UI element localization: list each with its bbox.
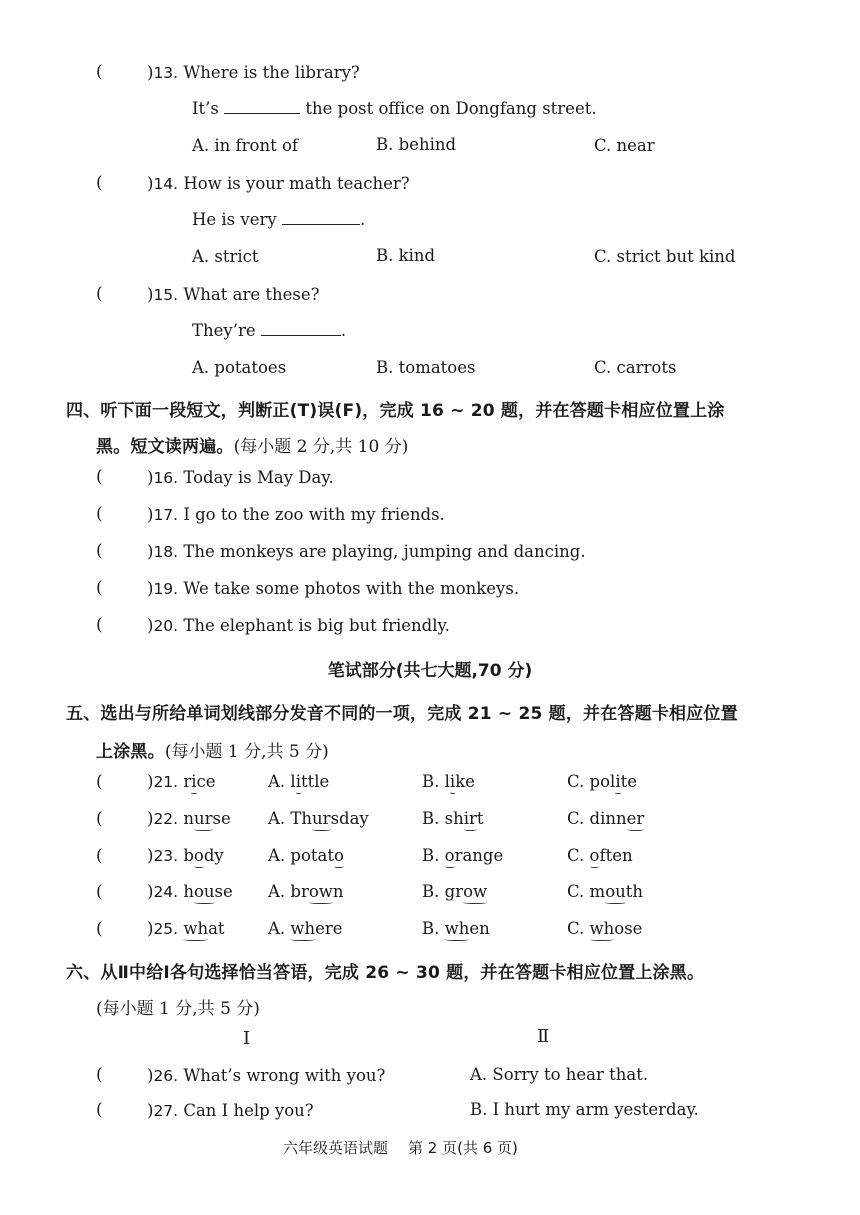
answer-paren: ( xyxy=(96,504,103,524)
prompt-post: . xyxy=(359,210,366,229)
option-c: C. often xyxy=(567,846,633,865)
answer-option-a: A. Sorry to hear that. xyxy=(470,1065,649,1084)
option-b: B. when xyxy=(422,919,490,938)
answer-paren: ( xyxy=(96,809,103,829)
prompt-post: . xyxy=(340,321,347,340)
underlined-part: er xyxy=(626,809,645,828)
option-b: B. behind xyxy=(376,135,457,154)
answer-paren-cell xyxy=(96,919,103,939)
section-5-heading-line2 xyxy=(96,737,329,762)
paren-close: ) xyxy=(147,285,154,304)
option-c: C. carrots xyxy=(594,358,677,377)
statement-text: We take some photos with the monkeys. xyxy=(183,579,520,598)
column-ii-header: Ⅱ xyxy=(537,1026,550,1047)
paren-close: ) xyxy=(147,616,154,635)
paren-close: ) xyxy=(147,1101,154,1120)
prompt-pre: He is very xyxy=(192,210,277,229)
section-6-score-note: (每小题 1 分,共 5 分) xyxy=(96,999,260,1019)
phonics-item-25 xyxy=(147,919,225,938)
answer-paren: ( xyxy=(96,882,103,902)
underlined-part: wh xyxy=(589,919,615,938)
option-a: A. potato xyxy=(268,846,344,865)
prompt-pre: They’re xyxy=(192,321,256,340)
heading-text: 上涂黑。 xyxy=(96,742,165,762)
fill-blank xyxy=(224,112,300,114)
section-5-heading: 五、选出与所给单词划线部分发音不同的一项，完成 21 ~ 25 题，并在答题卡相应位置 xyxy=(66,704,738,724)
paren-close: ) xyxy=(147,63,154,82)
underlined-part: ou xyxy=(605,882,626,901)
answer-paren: ( xyxy=(96,541,103,561)
section-4-heading-line2 xyxy=(96,432,408,457)
phonics-item-22 xyxy=(147,809,231,828)
answer-paren: ( xyxy=(96,173,103,193)
answer-paren-cell xyxy=(96,846,103,866)
option-c: C. mouth xyxy=(567,882,644,901)
question-number: 13. xyxy=(153,64,179,82)
answer-option-b: B. I hurt my arm yesterday. xyxy=(470,1100,699,1119)
question-number: 14. xyxy=(153,175,179,193)
footer-page-number: 第 2 页(共 6 页) xyxy=(408,1139,518,1157)
underlined-part: i xyxy=(191,772,197,791)
option-a: A. potatoes xyxy=(192,358,287,377)
given-word: what xyxy=(183,919,225,938)
option-a: A. brown xyxy=(268,882,344,901)
question-13-prompt xyxy=(192,99,597,118)
option-b: B. shirt xyxy=(422,809,484,828)
score-note: (每小题 1 分,共 5 分) xyxy=(164,742,329,762)
column-i-header: I xyxy=(243,1028,251,1049)
answer-paren: ( xyxy=(96,919,103,939)
paren-close: ) xyxy=(147,919,154,938)
paren-close: ) xyxy=(147,579,154,598)
tf-item-17 xyxy=(147,505,445,524)
option-c: C. near xyxy=(594,136,655,155)
option-c: C. polite xyxy=(567,772,637,791)
given-word: house xyxy=(183,882,233,901)
option-a: A. Thursday xyxy=(268,809,369,828)
written-part-title: 笔试部分(共七大题,70 分) xyxy=(327,661,533,681)
option-b: B. kind xyxy=(376,246,436,265)
question-number: 27. xyxy=(153,1102,179,1120)
paren-close: ) xyxy=(147,772,154,791)
answer-paren: ( xyxy=(96,62,103,82)
option-c: C. strict but kind xyxy=(594,247,736,266)
answer-paren: ( xyxy=(96,846,103,866)
option-b: B. tomatoes xyxy=(376,358,476,377)
given-word: rice xyxy=(183,772,216,791)
underlined-part: i xyxy=(615,772,621,791)
question-text: How is your math teacher? xyxy=(183,174,410,193)
tf-item-18 xyxy=(147,542,586,561)
option-b: B. like xyxy=(422,772,475,791)
phonics-item-24 xyxy=(147,882,233,901)
underlined-part: ur xyxy=(312,809,331,828)
underlined-part: ir xyxy=(463,809,477,828)
option-b: B. orange xyxy=(422,846,504,865)
paren-close: ) xyxy=(147,505,154,524)
option-a: A. where xyxy=(268,919,343,938)
prompt-pre: It’s xyxy=(192,99,219,118)
question-number: 19. xyxy=(153,580,179,598)
question-number: 20. xyxy=(153,617,179,635)
paren-close: ) xyxy=(147,468,154,487)
question-text: What are these? xyxy=(183,285,320,304)
question-14 xyxy=(147,174,410,193)
question-number: 15. xyxy=(153,286,179,304)
underlined-part: wh xyxy=(444,919,470,938)
page-footer xyxy=(283,1137,518,1158)
option-b: B. grow xyxy=(422,882,488,901)
paren-close: ) xyxy=(147,846,154,865)
statement-text: Today is May Day. xyxy=(183,468,334,487)
answer-paren: ( xyxy=(96,772,103,792)
underlined-part: i xyxy=(295,772,301,791)
answer-paren: ( xyxy=(96,467,103,487)
option-a: A. little xyxy=(268,772,330,791)
underlined-part: ow xyxy=(308,882,333,901)
paren-close: ) xyxy=(147,1066,154,1085)
given-word: nurse xyxy=(183,809,231,828)
question-number: 24. xyxy=(153,883,179,901)
answer-paren-cell xyxy=(96,882,103,902)
score-note: (每小题 2 分,共 10 分) xyxy=(233,437,409,457)
underlined-part: o xyxy=(334,846,344,865)
sentence-text: What’s wrong with you? xyxy=(183,1066,386,1085)
statement-text: The elephant is big but friendly. xyxy=(183,616,450,635)
fill-blank xyxy=(261,334,341,336)
answer-paren-cell xyxy=(96,809,103,829)
question-number: 26. xyxy=(153,1067,179,1085)
option-c: C. dinner xyxy=(567,809,645,828)
answer-paren: ( xyxy=(96,615,103,635)
sentence-text: Can I help you? xyxy=(183,1101,314,1120)
question-number: 21. xyxy=(153,773,179,791)
section-4-heading: 四、听下面一段短文，判断正(T)误(F)，完成 16 ~ 20 题，并在答题卡相应位置上涂 xyxy=(66,401,725,421)
section-6-heading: 六、从Ⅱ中给Ⅰ各句选择恰当答语，完成 26 ~ 30 题，并在答题卡相应位置上涂黑。 xyxy=(66,963,705,983)
underlined-part: ur xyxy=(193,809,213,828)
underlined-part: ou xyxy=(193,882,215,901)
question-14-prompt xyxy=(192,210,365,229)
answer-paren: ( xyxy=(96,1100,103,1120)
question-number: 22. xyxy=(153,810,179,828)
underlined-part: i xyxy=(449,772,456,791)
question-number: 17. xyxy=(153,506,179,524)
question-number: 16. xyxy=(153,469,179,487)
answer-paren: ( xyxy=(96,284,103,304)
heading-text: 黑。短文读两遍。 xyxy=(96,437,234,457)
option-a: A. strict xyxy=(192,247,259,266)
footer-subject: 六年级英语试题 xyxy=(283,1139,389,1157)
paren-close: ) xyxy=(147,882,154,901)
underlined-part: wh xyxy=(290,919,316,938)
underlined-part: o xyxy=(444,846,455,865)
fill-blank xyxy=(282,223,360,225)
answer-paren: ( xyxy=(96,1065,103,1085)
tf-item-19 xyxy=(147,579,519,598)
given-word: body xyxy=(183,846,224,865)
paren-close: ) xyxy=(147,542,154,561)
question-15 xyxy=(147,285,319,304)
phonics-item-23 xyxy=(147,846,224,865)
question-number: 23. xyxy=(153,847,179,865)
statement-text: I go to the zoo with my friends. xyxy=(183,505,445,524)
option-a: A. in front of xyxy=(192,136,299,155)
question-text: Where is the library? xyxy=(183,63,360,82)
question-13 xyxy=(147,63,360,82)
match-item-27 xyxy=(147,1101,314,1120)
paren-close: ) xyxy=(147,809,154,828)
phonics-item-21 xyxy=(147,772,216,791)
answer-paren-cell xyxy=(96,772,103,792)
tf-item-16 xyxy=(147,468,334,487)
underlined-part: ow xyxy=(463,882,488,901)
tf-item-20 xyxy=(147,616,450,635)
underlined-part: o xyxy=(193,846,204,865)
paren-close: ) xyxy=(147,174,154,193)
underlined-part: wh xyxy=(183,919,209,938)
prompt-post: the post office on Dongfang street. xyxy=(305,99,597,118)
question-number: 18. xyxy=(153,543,179,561)
question-number: 25. xyxy=(153,920,179,938)
question-15-prompt xyxy=(192,321,346,340)
statement-text: The monkeys are playing, jumping and dancing. xyxy=(183,542,586,561)
answer-paren: ( xyxy=(96,578,103,598)
match-item-26 xyxy=(147,1066,385,1085)
option-c: C. whose xyxy=(567,919,643,938)
underlined-part: o xyxy=(589,846,600,865)
